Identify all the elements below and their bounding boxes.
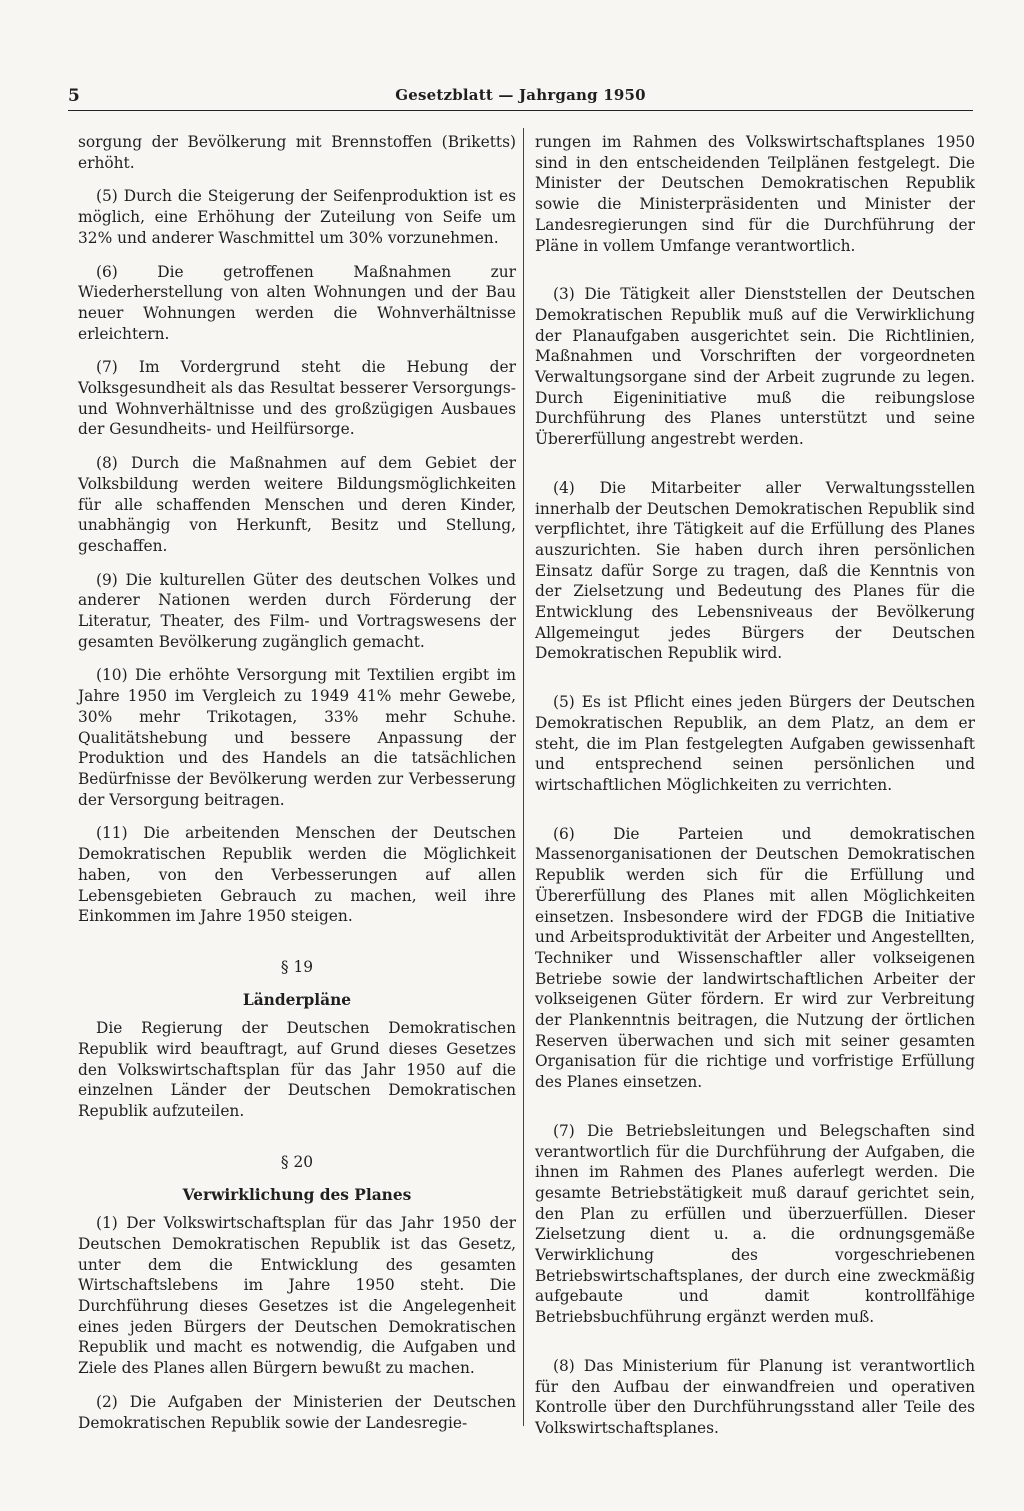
paragraph-continuation: rungen im Rahmen des Volkswirtschaftsplanes 1950 sind in den entscheidenden Teilplänen festgelegt. Die Minister der Deutschen Demokratischen Republik sowie die Ministerpräsidenten und Minister der Landesregierungen sind für die Durchführung der Pläne in vollem Umfange verantwortlich. — [535, 133, 975, 255]
paragraph-6: (6) Die Parteien und demokratischen Massenorganisationen der Deutschen Demokratischen Republik werden sich für die Erfüllung und Übererfüllung des Planes mit allen Möglichkeiten einsetzen. Insbesondere wird der FDGB die Initiative und Arbeitsproduktivität der Arbeiter und Angestellten, Techniker und Wissenschaftler aller volkseigenen Betriebe sowie der landwirtschaftlichen Arbeiter der volkseigenen Güter fördern. Er wird zur Verbreitung der Plankenntnis beitragen, die Nutzung der örtlichen Reserven überwachen und sich mit seiner gesamten Organisation für die richtige und vorfristige Erfüllung des Planes einsetzen. — [535, 824, 975, 1092]
paragraph-4: (4) Die Mitarbeiter aller Verwaltungsstellen innerhalb der Deutschen Demokratischen Republik sind verpflichtet, ihre Tätigkeit auf die Erfüllung des Planes auszurichten. Sie haben durch ihren persönlichen Einsatz dafür Sorge zu tragen, daß die Kenntnis von der Zielsetzung und Bedeutung des Planes für die Entwicklung des Lebensniveaus der Bevölkerung Allgemeingut jedes Bürgers der Deutschen Demokratischen Republik wird. — [535, 478, 975, 663]
paragraph-continuation: sorgung der Bevölkerung mit Brennstoffen (Briketts) erhöht. — [78, 133, 516, 172]
section-20-title: Verwirklichung des Planes — [182, 1185, 412, 1204]
paragraph-11: (11) Die arbeitenden Menschen der Deutschen Demokratischen Republik werden die Möglichkeit haben, von den Verbesserungen auf allen Lebensgebieten Gebrauch zu machen, weil ihre Einkommen im Jahre 1950 steigen. — [78, 824, 516, 926]
paragraph-5: (5) Es ist Pflicht eines jeden Bürgers der Deutschen Demokratischen Republik, an dem Platz, an dem er steht, die im Plan festgelegten Aufgaben gewissenhaft und entsprechend seinen persönlichen und wirtschaftlichen Möglichkeiten zu verrichten. — [535, 693, 975, 794]
section-20-heading: § 20 — [280, 1152, 314, 1171]
page-header — [68, 86, 973, 108]
left-column — [78, 132, 516, 1446]
column-divider — [523, 128, 524, 1426]
section-20-paragraph-2: (2) Die Aufgaben der Ministerien der Deutschen Demokratischen Republik sowie der Landesregie- — [78, 1392, 516, 1432]
paragraph-5: (5) Durch die Steigerung der Seifenproduktion ist es möglich, eine Erhöhung der Zuteilung von Seife um 32% und anderer Waschmittel um 30% vorzunehmen. — [78, 187, 516, 247]
paragraph-6: (6) Die getroffenen Maßnahmen zur Wiederherstellung von alten Wohnungen und der Bau neuer Wohnungen werden die Wohnverhältnisse erleichtern. — [78, 262, 516, 343]
paragraph-9: (9) Die kulturellen Güter des deutschen Volkes und anderer Nationen werden durch Förderung der Literatur, Theater, des Film- und Vortragswesens der gesamten Bevölkerung zugänglich gemacht. — [78, 570, 516, 651]
section-19-heading: § 19 — [280, 957, 314, 976]
paragraph-7: (7) Im Vordergrund steht die Hebung der Volksgesundheit als das Resultat besserer Versorgungs- und Wohnverhältnisse und des großzügigen Ausbaues der Gesundheits- und Heilfürsorge. — [78, 358, 516, 439]
paragraph-10: (10) Die erhöhte Versorgung mit Textilien ergibt im Jahre 1950 im Vergleich zu 1949 41% mehr Gewebe, 30% mehr Trikotagen, 33% mehr Schuhe. Qualitätshebung und bessere Anpassung der Produktion und des Handels an die tatsächlichen Bedürfnisse der Bevölkerung werden zur Verbesserung der Versorgung beitragen. — [78, 666, 516, 809]
page-number: 5 — [68, 86, 80, 106]
section-19-text: Die Regierung der Deutschen Demokratischen Republik wird beauftragt, auf Grund dieses Gesetzes den Volkswirtschaftsplan für das Jahr 1950 auf die einzelnen Länder der Deutschen Demokratischen Republik aufzuteilen. — [78, 1019, 516, 1121]
right-column — [535, 132, 975, 1467]
section-20-paragraph-1: (1) Der Volkswirtschaftsplan für das Jahr 1950 der Deutschen Demokratischen Republik ist das Gesetz, unter dem die Entwicklung des gesamten Wirtschaftslebens im Jahre 1950 steht. Die Durchführung dieses Gesetzes ist die Angelegenheit eines jeden Bürgers der Deutschen Demokratischen Republik und macht es notwendig, die Aufgaben und Ziele des Planes allen Bürgern bewußt zu machen. — [78, 1214, 516, 1378]
section-19-title: Länderpläne — [242, 990, 352, 1009]
paragraph-8: (8) Das Ministerium für Planung ist verantwortlich für den Aufbau der einwandfreien und operativen Kontrolle über den Durchführungsstand aller Teile des Volkswirtschaftsplanes. — [535, 1356, 975, 1437]
paragraph-8: (8) Durch die Maßnahmen auf dem Gebiet der Volksbildung werden weitere Bildungsmöglichkeiten für alle schaffenden Menschen und deren Kinder, unabhängig von Herkunft, Besitz und Stellung, geschaffen. — [78, 454, 516, 555]
running-title: Gesetzblatt — Jahrgang 1950 — [395, 86, 646, 104]
header-rule — [68, 110, 973, 111]
paragraph-7: (7) Die Betriebsleitungen und Belegschaften sind verantwortlich für die Durchführung der Aufgaben, die ihnen im Rahmen des Planes auferlegt werden. Die gesamte Betriebstätigkeit muß darauf gerichtet sein, den Plan zu erfüllen und überzuerfüllen. Dieser Zielsetzung dient u. a. die ordnungsgemäße Verwirklichung des vorgeschriebenen Betriebswirtschaftsplanes, der durch eine zweckmäßig aufgebaute und damit kontrollfähige Betriebsbuchführung ergänzt werden muß. — [535, 1121, 975, 1327]
paragraph-3: (3) Die Tätigkeit aller Dienststellen der Deutschen Demokratischen Republik muß auf die Verwirklichung der Planaufgaben ausgerichtet sein. Die Richtlinien, Maßnahmen und Vorschriften der vorgeordneten Verwaltungsorgane sind der Arbeit zugrunde zu legen. Durch Eigeninitiative muß die reibungslose Durchführung des Planes unterstützt und seine Übererfüllung angestrebt werden. — [535, 285, 975, 449]
